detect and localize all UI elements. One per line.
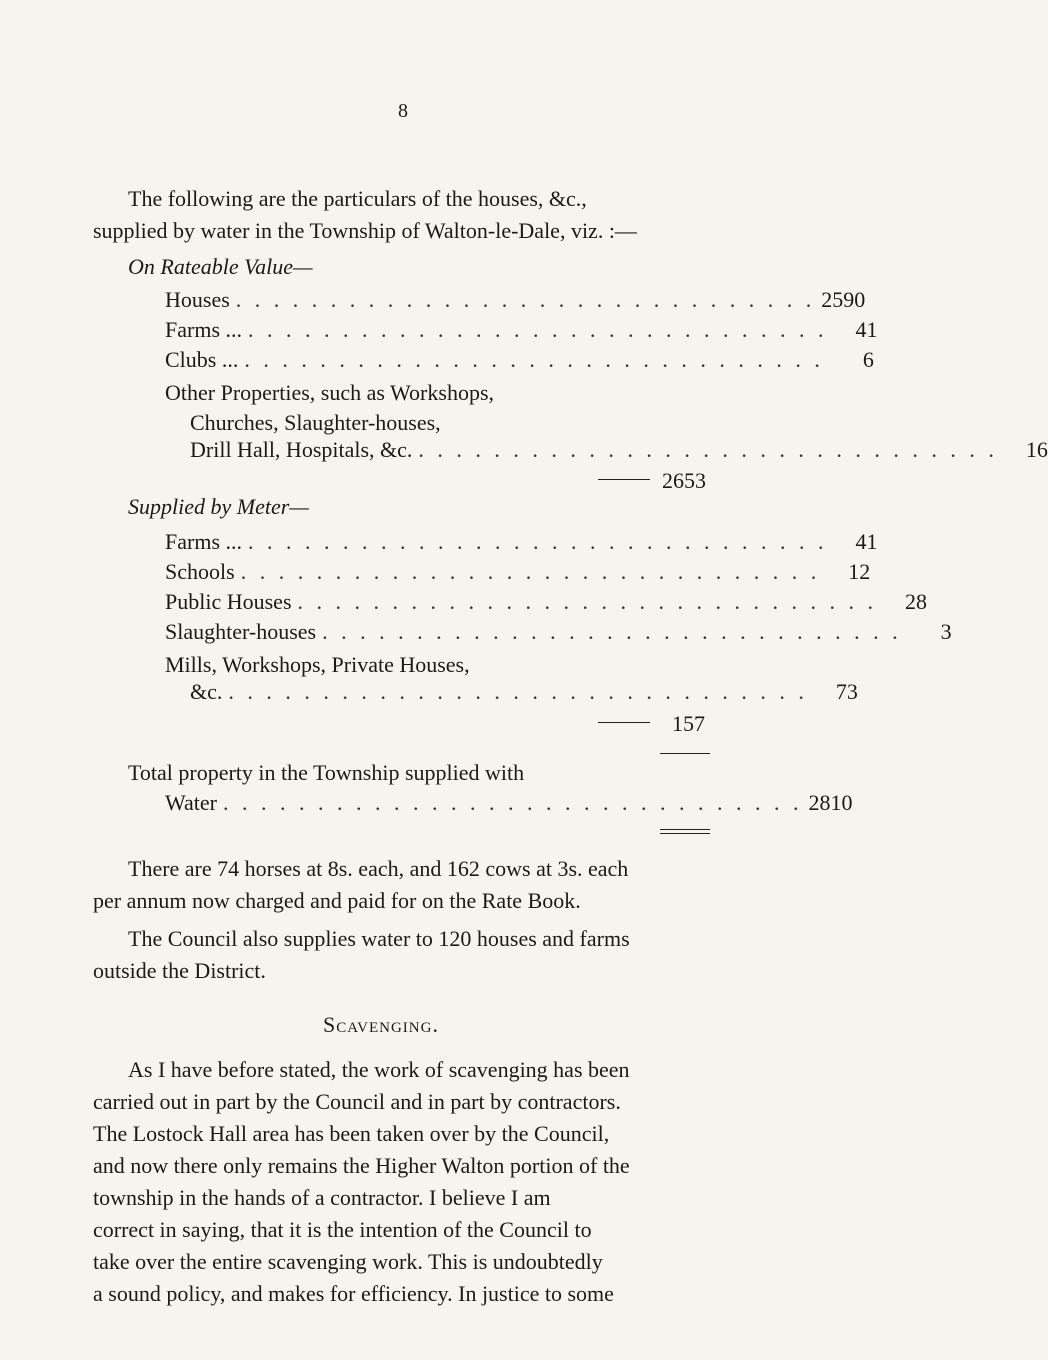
double-rule-bottom (660, 833, 710, 834)
double-rule-top (660, 829, 710, 830)
row-value: 2590 (821, 287, 866, 312)
row-label: Slaughter-houses (165, 619, 317, 644)
leader-dots: . . . . . . . . . . . . . . . . . . . . . . . . . . . . . . . (240, 559, 821, 584)
body3-line-6: correct in saying, that it is the intention of the Council to (93, 1217, 592, 1242)
leader-dots: . . . . . . . . . . . . . . . . . . . . . . . . . . . . . . . (297, 589, 877, 614)
leader-dots: . . . . . . . . . . . . . . . . . . . . . . . . . . . . . . . (418, 437, 998, 462)
leader-dots: . . . . . . . . . . . . . . . . . . . . . . . . . . . . . . . (248, 317, 828, 342)
body1-line-1: There are 74 horses at 8s. each, and 162 cows at 3s. each (128, 856, 629, 881)
row-label: Farms ... (165, 317, 242, 342)
rateable-row-farms (165, 317, 878, 343)
total-line-1: Total property in the Township supplied with (128, 760, 525, 785)
rateable-heading: On Rateable Value— (128, 254, 313, 279)
total-line-2 (165, 790, 853, 816)
row-value: 12 (848, 559, 871, 584)
mills-line-2 (190, 679, 858, 705)
body3-line-7: take over the entire scavenging work. This is undoubtedly (93, 1249, 603, 1274)
leader-dots: . . . . . . . . . . . . . . . . . . . . . . . . . . . . . . . (322, 619, 902, 644)
row-label: Houses (165, 287, 230, 312)
subtotal-rule (598, 479, 650, 480)
row-label: Public Houses (165, 589, 292, 614)
intro-line-2: supplied by water in the Township of Walton-le-Dale, viz. :— (93, 218, 637, 243)
row-label: Water (165, 790, 217, 815)
row-value: 41 (855, 317, 878, 342)
row-label: Farms ... (165, 529, 242, 554)
row-value: 16 (1025, 437, 1048, 462)
body3-line-4: and now there only remains the Higher Walton portion of the (93, 1153, 630, 1178)
other-properties-line-3 (190, 437, 1048, 463)
body3-line-5: township in the hands of a contractor. I believe I am (93, 1185, 551, 1210)
rateable-row-houses (165, 287, 866, 313)
row-label: &c. (190, 679, 223, 704)
body3-line-3: The Lostock Hall area has been taken over by the Council, (93, 1121, 610, 1146)
rateable-subtotal: 2653 (662, 468, 706, 493)
row-value: 41 (855, 529, 878, 554)
meter-row-slaughter-houses (165, 619, 952, 645)
row-value: 28 (905, 589, 927, 614)
meter-heading: Supplied by Meter— (128, 494, 309, 519)
row-value: 3 (940, 619, 952, 644)
leader-dots: . . . . . . . . . . . . . . . . . . . . . . . . . . . . . . . (244, 347, 824, 372)
row-value: 73 (835, 679, 858, 704)
rateable-row-clubs (165, 347, 874, 373)
total-value: 2810 (808, 790, 853, 815)
leader-dots: . . . . . . . . . . . . . . . . . . . . . . . . . . . . . . . (235, 287, 816, 312)
row-value: 6 (862, 347, 874, 372)
meter-row-public-houses (165, 589, 927, 615)
row-label: Schools (165, 559, 235, 584)
total-rule (660, 753, 710, 754)
meter-row-farms (165, 529, 878, 555)
leader-dots: . . . . . . . . . . . . . . . . . . . . . . . . . . . . . . . (222, 790, 803, 815)
body3-line-2: carried out in part by the Council and in part by contractors. (93, 1089, 621, 1114)
intro-line-1: The following are the particulars of the houses, &c., (128, 186, 587, 211)
leader-dots: . . . . . . . . . . . . . . . . . . . . . . . . . . . . . . . (248, 529, 828, 554)
body2-line-2: outside the District. (93, 958, 266, 983)
leader-dots: . . . . . . . . . . . . . . . . . . . . . . . . . . . . . . . (228, 679, 808, 704)
body2-line-1: The Council also supplies water to 120 houses and farms (128, 926, 630, 951)
meter-row-schools (165, 559, 871, 585)
meter-subtotal: 157 (672, 711, 705, 736)
body1-line-2: per annum now charged and paid for on the Rate Book. (93, 888, 581, 913)
row-label: Drill Hall, Hospitals, &c. (190, 437, 413, 462)
other-properties-line-1: Other Properties, such as Workshops, (165, 380, 495, 405)
body3-line-8: a sound policy, and makes for efficiency. In justice to some (93, 1281, 614, 1306)
mills-line-1: Mills, Workshops, Private Houses, (165, 652, 470, 677)
section-heading: Scavenging. (323, 1012, 439, 1037)
body3-line-1: As I have before stated, the work of scavenging has been (128, 1057, 630, 1082)
row-label: Clubs ... (165, 347, 239, 372)
page-number: 8 (398, 100, 408, 122)
subtotal-rule (598, 722, 650, 723)
other-properties-line-2: Churches, Slaughter-houses, (190, 410, 441, 435)
